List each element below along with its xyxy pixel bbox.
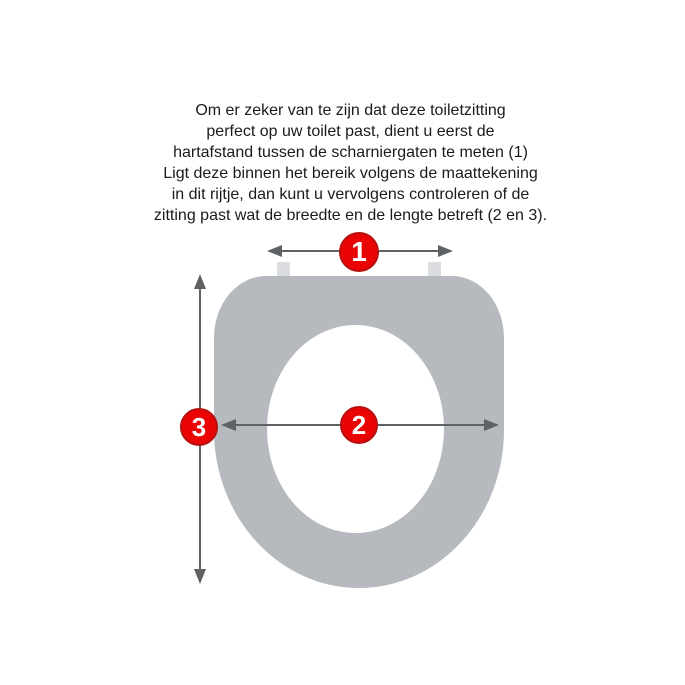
instruction-line-2: perfect op uw toilet past, dient u eerst de (206, 123, 495, 140)
measurement-marker-2: 2 (340, 406, 378, 444)
instruction-line-6: zitting past wat de breedte en de lengte betreft (2 en 3). (153, 207, 548, 224)
instruction-line-4: Ligt deze binnen het bereik volgens de maattekening (163, 165, 538, 182)
measurement-marker-1: 1 (339, 232, 379, 272)
instruction-line-5: in dit rijtje, dan kunt u vervolgens controleren of de (171, 186, 530, 203)
measurement-marker-3: 3 (180, 408, 218, 446)
arrowhead-left-icon (267, 245, 282, 257)
arrowhead-down-icon (194, 569, 206, 584)
arrowhead-up-icon (194, 274, 206, 289)
instruction-line-1: Om er zeker van te zijn dat deze toiletzitting (195, 102, 506, 119)
hinge-hole-left (277, 262, 290, 276)
instruction-line-3: hartafstand tussen de scharniergaten te meten (1) (173, 144, 528, 161)
arrowhead-right-icon (438, 245, 453, 257)
hinge-hole-right (428, 262, 441, 276)
